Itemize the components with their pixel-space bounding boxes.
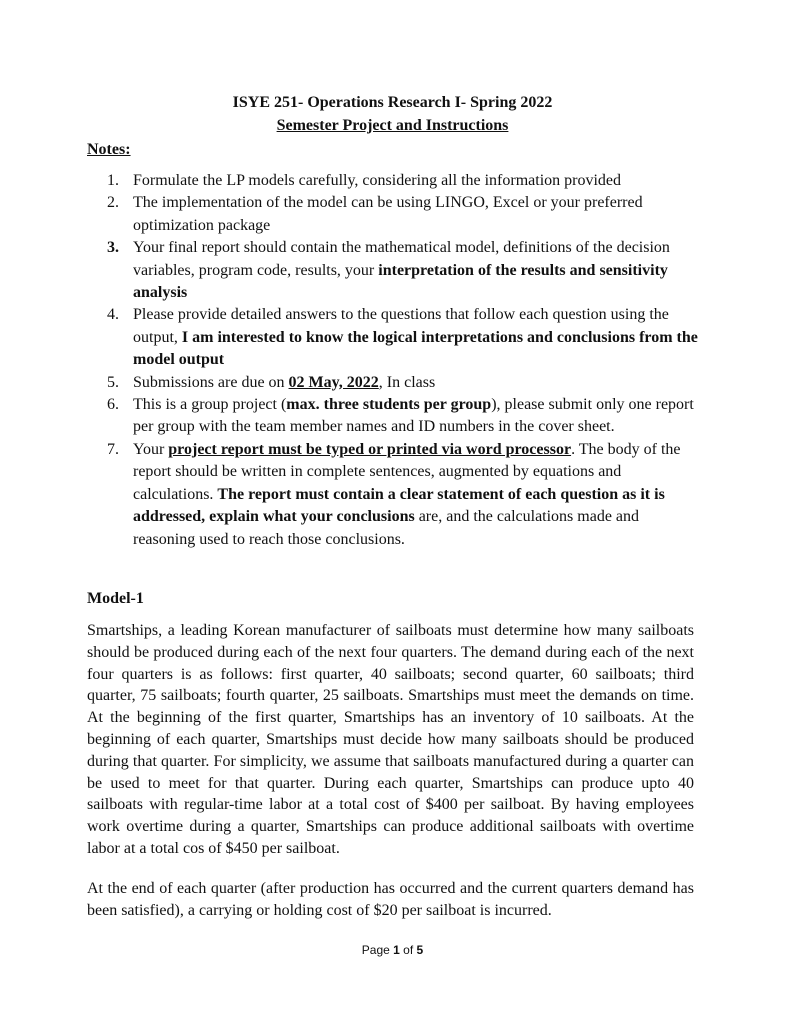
note-item bbox=[87, 237, 702, 304]
note-text: , In class bbox=[378, 373, 436, 391]
note-text: are, and the calculations made and reasoning used to reach those conclusions. bbox=[133, 508, 640, 548]
note-number: 6. bbox=[107, 396, 119, 414]
page-label: Page bbox=[361, 943, 394, 957]
note-item bbox=[87, 394, 702, 439]
page-label: of bbox=[399, 943, 417, 957]
note-text: ), please submit only one report per group with the team member names and ID numbers in the cover sheet. bbox=[133, 396, 694, 436]
document-subtitle: Semester Project and Instructions bbox=[276, 117, 509, 134]
note-text: The implementation of the model can be using LINGO, Excel or your preferred optimization package bbox=[133, 194, 643, 234]
note-emphasis: max. three students per group bbox=[286, 396, 492, 414]
note-text: Submissions are due on bbox=[133, 373, 289, 391]
note-number: 4. bbox=[107, 306, 119, 324]
notes-heading: Notes: bbox=[87, 141, 131, 158]
note-emphasis: project report must be typed or printed via word processor bbox=[168, 440, 572, 458]
note-text: Your final report should contain the mathematical model, definitions of the decision variables, program code, results, your bbox=[133, 239, 670, 279]
note-emphasis: The report must contain a clear statement of each question as it is addressed, explain what your conclusions bbox=[133, 485, 665, 526]
page-current: 1 bbox=[393, 943, 400, 957]
page-total: 5 bbox=[416, 943, 424, 957]
note-item bbox=[87, 439, 702, 551]
note-number: 7. bbox=[107, 440, 119, 458]
due-date: 02 May, 2022 bbox=[288, 373, 379, 391]
note-text: Formulate the LP models carefully, considering all the information provided bbox=[133, 172, 622, 189]
note-text: Your bbox=[133, 440, 169, 458]
note-emphasis: interpretation of the results and sensitivity analysis bbox=[133, 261, 668, 302]
model-paragraph: Smartships, a leading Korean manufacturer of sailboats must determine how many sailboats should be produced during each of the next four quarters. The demand during each of the next four quarters is as follows: first quarter, 40 sailboats; second quarter, 60 sailboats; third quarter, 75 sailboats; fourth quarter, 25 sailboats. Smartships must meet the demands on time. At the beginning of the first quarter, Smartships has an inventory of 10 sailboats. At the beginning of each quarter, Smartships must decide how many sailboats should be produced during that quarter. For simplicity, we assume that sailboats manufactured during a quarter can be used to meet for that quarter. During each quarter, Smartships can produce upto 40 sailboats with regular-time labor at a total cost of $400 per sailboat. By having employees work overtime during a quarter, Smartships can produce additional sailboats with overtime labor at a total cos of $450 per sailboat. bbox=[87, 622, 694, 857]
note-emphasis: I am interested to know the logical interpretations and conclusions from the model output bbox=[133, 328, 698, 369]
model-paragraph: At the end of each quarter (after production has occurred and the current quarters demand has been satisfied), a carrying or holding cost of $20 per sailboat is incurred. bbox=[87, 880, 694, 919]
note-number: 5. bbox=[107, 373, 119, 391]
note-number: 2. bbox=[107, 194, 119, 212]
note-text: This is a group project ( bbox=[133, 396, 287, 414]
note-item bbox=[87, 170, 702, 192]
note-text: Please provide detailed answers to the questions that follow each question using the output, bbox=[133, 306, 669, 346]
note-item bbox=[87, 192, 702, 237]
note-item bbox=[87, 304, 702, 371]
note-text: . The body of the report should be written in complete sentences, augmented by equations and calculations. bbox=[133, 440, 681, 503]
note-number: 1. bbox=[107, 172, 119, 189]
document-title: ISYE 251- Operations Research I- Spring 2022 bbox=[232, 94, 553, 111]
notes-list bbox=[87, 170, 702, 551]
model-heading: Model-1 bbox=[87, 590, 144, 607]
note-item bbox=[87, 372, 702, 394]
note-number: 3. bbox=[107, 239, 119, 257]
page-footer bbox=[0, 943, 785, 957]
